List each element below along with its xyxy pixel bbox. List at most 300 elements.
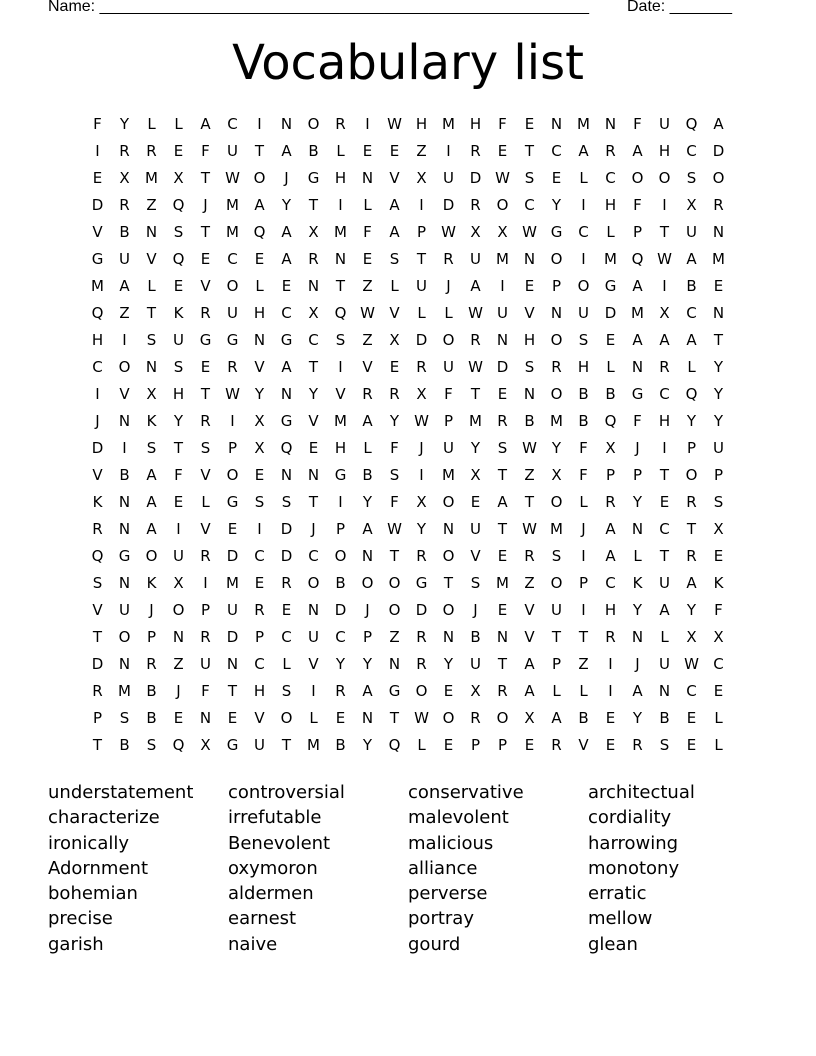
grid-letter: Y	[308, 385, 319, 403]
grid-letter: B	[686, 277, 697, 295]
grid-letter: I	[608, 682, 613, 700]
grid-letter: N	[442, 520, 455, 538]
grid-letter: Q	[280, 439, 293, 457]
grid-letter: S	[497, 439, 508, 457]
grid-letter: U	[659, 574, 670, 592]
grid-letter: V	[254, 709, 265, 727]
grid-letter: S	[254, 493, 265, 511]
grid-letter: M	[118, 682, 131, 700]
grid-letter: O	[388, 574, 401, 592]
grid-letter: Z	[146, 196, 157, 214]
grid-letter: C	[227, 115, 238, 133]
grid-letter: T	[443, 574, 454, 592]
grid-letter: G	[280, 331, 293, 349]
grid-letter: R	[443, 250, 454, 268]
grid-letter: P	[578, 574, 589, 592]
grid-letter: Y	[686, 601, 697, 619]
grid-row	[84, 384, 732, 411]
grid-letter: O	[550, 493, 563, 511]
grid-letter: S	[146, 736, 157, 754]
grid-letter: T	[308, 196, 319, 214]
grid-letter: X	[686, 628, 697, 646]
grid-letter: A	[281, 358, 292, 376]
grid-letter: W	[522, 439, 537, 457]
grid-letter: Z	[362, 331, 373, 349]
grid-letter: A	[146, 493, 157, 511]
grid-letter: E	[713, 277, 724, 295]
grid-letter: Y	[281, 196, 292, 214]
grid-letter: X	[308, 223, 319, 241]
word-list-item: aldermen	[228, 883, 314, 905]
grid-letter: E	[659, 493, 670, 511]
grid-letter: X	[470, 223, 481, 241]
grid-letter: D	[91, 196, 104, 214]
grid-letter: N	[712, 304, 725, 322]
grid-letter: G	[199, 331, 212, 349]
grid-letter: J	[149, 601, 154, 619]
grid-letter: W	[414, 412, 429, 430]
grid-letter: S	[686, 169, 697, 187]
grid-letter: Q	[172, 736, 185, 754]
grid-letter: O	[550, 574, 563, 592]
grid-letter: E	[254, 466, 265, 484]
grid-letter: B	[578, 385, 589, 403]
grid-letter: O	[388, 601, 401, 619]
grid-letter: U	[173, 331, 184, 349]
grid-letter: J	[635, 439, 640, 457]
grid-letter: J	[581, 520, 586, 538]
grid-letter: A	[362, 682, 373, 700]
grid-letter: C	[281, 304, 292, 322]
grid-letter: L	[336, 142, 345, 160]
grid-letter: I	[122, 331, 127, 349]
grid-letter: P	[713, 466, 724, 484]
grid-letter: L	[363, 439, 372, 457]
grid-letter: P	[686, 439, 697, 457]
grid-letter: O	[442, 493, 455, 511]
grid-letter: S	[335, 331, 346, 349]
grid-letter: H	[334, 169, 347, 187]
grid-letter: L	[714, 709, 723, 727]
grid-letter: E	[254, 250, 265, 268]
grid-letter: R	[470, 709, 481, 727]
grid-letter: Y	[119, 115, 130, 133]
grid-letter: V	[470, 547, 481, 565]
grid-letter: R	[686, 547, 697, 565]
grid-letter: B	[524, 412, 535, 430]
grid-letter: P	[146, 628, 157, 646]
grid-letter: E	[470, 493, 481, 511]
grid-letter: F	[498, 115, 507, 133]
grid-letter: H	[658, 412, 671, 430]
grid-letter: Z	[578, 655, 589, 673]
grid-letter: R	[200, 628, 211, 646]
grid-letter: P	[632, 466, 643, 484]
grid-letter: Q	[388, 736, 401, 754]
grid-letter: R	[713, 196, 724, 214]
grid-letter: E	[443, 682, 454, 700]
grid-letter: T	[524, 142, 535, 160]
grid-letter: U	[254, 736, 265, 754]
grid-letter: O	[415, 682, 428, 700]
grid-letter: I	[581, 196, 586, 214]
word-list-item: Adornment	[48, 857, 149, 879]
grid-letter: R	[605, 142, 616, 160]
word-list-item: ironically	[48, 832, 130, 854]
grid-letter: S	[524, 169, 535, 187]
grid-letter: C	[686, 142, 697, 160]
grid-letter: Y	[713, 358, 724, 376]
grid-letter: T	[713, 331, 724, 349]
grid-letter: C	[254, 547, 265, 565]
date-field-label: Date: _______	[627, 0, 732, 15]
grid-letter: O	[253, 169, 266, 187]
grid-row	[84, 681, 732, 708]
grid-letter: P	[200, 601, 211, 619]
grid-letter: X	[551, 466, 562, 484]
grid-letter: N	[253, 331, 266, 349]
grid-letter: O	[496, 196, 509, 214]
grid-letter: Q	[172, 250, 185, 268]
grid-letter: T	[335, 277, 346, 295]
grid-letter: U	[578, 304, 589, 322]
grid-letter: D	[280, 520, 293, 538]
grid-letter: Z	[173, 655, 184, 673]
grid-letter: O	[442, 601, 455, 619]
grid-letter: L	[255, 277, 264, 295]
grid-letter: A	[578, 142, 589, 160]
grid-letter: I	[230, 412, 235, 430]
grid-letter: S	[524, 358, 535, 376]
grid-letter: F	[579, 466, 588, 484]
grid-letter: H	[604, 196, 617, 214]
grid-letter: G	[307, 169, 320, 187]
grid-letter: J	[473, 601, 478, 619]
grid-letter: H	[172, 385, 185, 403]
grid-letter: U	[497, 304, 508, 322]
grid-row	[84, 276, 732, 303]
grid-letter: C	[551, 142, 562, 160]
grid-row	[84, 519, 732, 546]
grid-letter: S	[146, 439, 157, 457]
grid-letter: B	[659, 709, 670, 727]
grid-letter: A	[281, 142, 292, 160]
grid-letter: A	[551, 709, 562, 727]
grid-letter: U	[308, 628, 319, 646]
grid-letter: E	[308, 439, 319, 457]
grid-letter: F	[93, 115, 102, 133]
grid-letter: A	[200, 115, 211, 133]
grid-letter: N	[631, 628, 644, 646]
grid-letter: Y	[362, 736, 373, 754]
grid-letter: U	[173, 547, 184, 565]
word-list-item: garish	[48, 933, 104, 955]
grid-letter: E	[497, 601, 508, 619]
grid-letter: A	[632, 331, 643, 349]
grid-letter: L	[417, 736, 426, 754]
grid-letter: I	[662, 439, 667, 457]
grid-letter: E	[524, 736, 535, 754]
grid-letter: U	[416, 277, 427, 295]
grid-letter: E	[605, 331, 616, 349]
grid-letter: R	[254, 601, 265, 619]
grid-letter: D	[442, 196, 455, 214]
grid-letter: T	[308, 358, 319, 376]
grid-letter: F	[390, 493, 399, 511]
grid-letter: H	[415, 115, 428, 133]
grid-letter: F	[579, 439, 588, 457]
grid-letter: I	[365, 115, 370, 133]
grid-letter: F	[201, 682, 210, 700]
grid-letter: M	[550, 412, 563, 430]
grid-letter: M	[550, 520, 563, 538]
grid-letter: N	[118, 412, 131, 430]
grid-letter: N	[307, 277, 320, 295]
grid-letter: G	[91, 250, 104, 268]
word-list-item: monotony	[588, 857, 680, 879]
grid-letter: A	[389, 223, 400, 241]
grid-letter: U	[659, 655, 670, 673]
grid-letter: T	[146, 304, 157, 322]
grid-letter: N	[226, 655, 239, 673]
grid-letter: X	[416, 493, 427, 511]
word-list-item: gourd	[408, 933, 461, 955]
grid-letter: G	[226, 331, 239, 349]
grid-letter: E	[254, 574, 265, 592]
grid-letter: Y	[335, 655, 346, 673]
grid-letter: E	[281, 601, 292, 619]
grid-letter: V	[92, 601, 103, 619]
grid-letter: M	[442, 115, 455, 133]
grid-letter: U	[227, 601, 238, 619]
grid-letter: K	[632, 574, 643, 592]
grid-letter: N	[145, 358, 158, 376]
word-list-item: understatement	[48, 782, 194, 803]
grid-letter: R	[146, 142, 157, 160]
grid-letter: T	[497, 655, 508, 673]
grid-letter: A	[659, 601, 670, 619]
grid-letter: F	[174, 466, 183, 484]
grid-letter: Y	[416, 520, 427, 538]
grid-letter: U	[227, 142, 238, 160]
grid-letter: F	[714, 601, 723, 619]
grid-letter: S	[173, 358, 184, 376]
grid-row	[84, 708, 732, 735]
grid-letter: M	[496, 250, 509, 268]
grid-letter: G	[631, 385, 644, 403]
grid-letter: L	[309, 709, 318, 727]
grid-letter: N	[118, 520, 131, 538]
word-column	[588, 780, 768, 957]
grid-letter: T	[92, 628, 103, 646]
grid-letter: J	[95, 412, 100, 430]
grid-letter: Z	[389, 628, 400, 646]
grid-letter: L	[147, 277, 156, 295]
grid-letter: N	[658, 682, 671, 700]
word-list-item: Benevolent	[228, 832, 331, 854]
word-list-item: malevolent	[408, 807, 509, 829]
grid-letter: R	[470, 331, 481, 349]
word-search-grid	[84, 114, 732, 762]
grid-letter: Y	[173, 412, 184, 430]
grid-letter: Z	[119, 304, 130, 322]
grid-letter: G	[604, 277, 617, 295]
grid-letter: X	[470, 682, 481, 700]
grid-letter: T	[524, 493, 535, 511]
grid-letter: W	[387, 115, 402, 133]
grid-letter: N	[523, 250, 536, 268]
grid-letter: E	[497, 547, 508, 565]
grid-letter: M	[145, 169, 158, 187]
grid-letter: Y	[389, 412, 400, 430]
grid-letter: O	[172, 601, 185, 619]
grid-letter: R	[659, 358, 670, 376]
grid-letter: U	[443, 439, 454, 457]
grid-letter: D	[334, 601, 347, 619]
grid-letter: W	[522, 520, 537, 538]
grid-letter: S	[119, 709, 130, 727]
grid-letter: R	[200, 547, 211, 565]
grid-letter: S	[146, 331, 157, 349]
grid-row	[84, 222, 732, 249]
grid-letter: A	[524, 682, 535, 700]
grid-letter: O	[550, 250, 563, 268]
word-list-item: controversial	[228, 782, 345, 803]
grid-letter: V	[389, 304, 400, 322]
grid-letter: L	[606, 223, 615, 241]
grid-letter: L	[579, 493, 588, 511]
grid-letter: I	[122, 439, 127, 457]
grid-letter: I	[581, 250, 586, 268]
grid-letter: N	[361, 547, 374, 565]
grid-letter: I	[338, 358, 343, 376]
grid-letter: E	[173, 277, 184, 295]
grid-letter: X	[470, 466, 481, 484]
grid-letter: R	[92, 520, 103, 538]
grid-letter: S	[389, 466, 400, 484]
grid-letter: N	[550, 115, 563, 133]
grid-row	[84, 438, 732, 465]
grid-letter: R	[497, 682, 508, 700]
grid-letter: D	[415, 601, 428, 619]
grid-letter: U	[551, 601, 562, 619]
grid-letter: N	[118, 574, 131, 592]
grid-letter: Y	[443, 655, 454, 673]
grid-row	[84, 357, 732, 384]
grid-letter: V	[119, 385, 130, 403]
grid-letter: X	[254, 439, 265, 457]
grid-letter: G	[226, 493, 239, 511]
grid-letter: W	[441, 223, 456, 241]
grid-letter: S	[713, 493, 724, 511]
grid-letter: N	[442, 628, 455, 646]
grid-letter: J	[635, 655, 640, 673]
grid-letter: V	[146, 250, 157, 268]
grid-letter: C	[92, 358, 103, 376]
grid-letter: H	[658, 142, 671, 160]
grid-letter: N	[388, 655, 401, 673]
grid-letter: V	[200, 277, 211, 295]
grid-letter: P	[551, 277, 562, 295]
grid-letter: A	[146, 520, 157, 538]
grid-letter: J	[203, 196, 208, 214]
grid-letter: S	[659, 736, 670, 754]
grid-letter: B	[119, 736, 130, 754]
grid-letter: I	[662, 196, 667, 214]
grid-letter: U	[713, 439, 724, 457]
grid-letter: R	[92, 682, 103, 700]
word-list-item: bohemian	[48, 883, 138, 905]
grid-letter: O	[145, 547, 158, 565]
grid-letter: P	[551, 655, 562, 673]
grid-letter: S	[281, 493, 292, 511]
grid-letter: O	[658, 169, 671, 187]
grid-letter: D	[280, 547, 293, 565]
grid-letter: X	[254, 412, 265, 430]
grid-letter: E	[92, 169, 103, 187]
grid-letter: A	[632, 277, 643, 295]
grid-row	[84, 573, 732, 600]
grid-letter: V	[524, 628, 535, 646]
grid-letter: L	[633, 547, 642, 565]
grid-row	[84, 114, 732, 141]
grid-letter: B	[578, 412, 589, 430]
grid-letter: L	[363, 196, 372, 214]
grid-letter: V	[389, 169, 400, 187]
grid-letter: L	[660, 628, 669, 646]
grid-letter: M	[469, 412, 482, 430]
grid-letter: Y	[551, 439, 562, 457]
grid-letter: O	[226, 466, 239, 484]
grid-letter: Q	[685, 385, 698, 403]
grid-letter: R	[119, 142, 130, 160]
grid-letter: N	[280, 115, 293, 133]
word-list-item: mellow	[588, 908, 653, 930]
word-list-item: perverse	[408, 883, 488, 905]
grid-letter: N	[631, 358, 644, 376]
grid-letter: E	[524, 115, 535, 133]
grid-letter: U	[200, 655, 211, 673]
grid-letter: A	[470, 277, 481, 295]
grid-row	[84, 465, 732, 492]
grid-letter: W	[360, 304, 375, 322]
grid-letter: N	[712, 223, 725, 241]
grid-letter: S	[281, 682, 292, 700]
grid-letter: S	[470, 574, 481, 592]
grid-letter: E	[497, 142, 508, 160]
grid-letter: I	[257, 115, 262, 133]
grid-letter: N	[604, 115, 617, 133]
grid-letter: B	[470, 628, 481, 646]
grid-letter: Q	[253, 223, 266, 241]
grid-letter: O	[685, 466, 698, 484]
grid-row	[84, 492, 732, 519]
grid-letter: N	[496, 331, 509, 349]
grid-letter: H	[469, 115, 482, 133]
grid-letter: E	[227, 709, 238, 727]
grid-letter: R	[146, 655, 157, 673]
grid-letter: B	[335, 574, 346, 592]
grid-letter: L	[174, 115, 183, 133]
grid-letter: R	[632, 736, 643, 754]
grid-letter: D	[415, 331, 428, 349]
grid-letter: E	[173, 493, 184, 511]
grid-letter: Y	[362, 655, 373, 673]
grid-letter: C	[308, 331, 319, 349]
grid-letter: P	[254, 628, 265, 646]
grid-letter: M	[604, 250, 617, 268]
grid-letter: R	[416, 358, 427, 376]
